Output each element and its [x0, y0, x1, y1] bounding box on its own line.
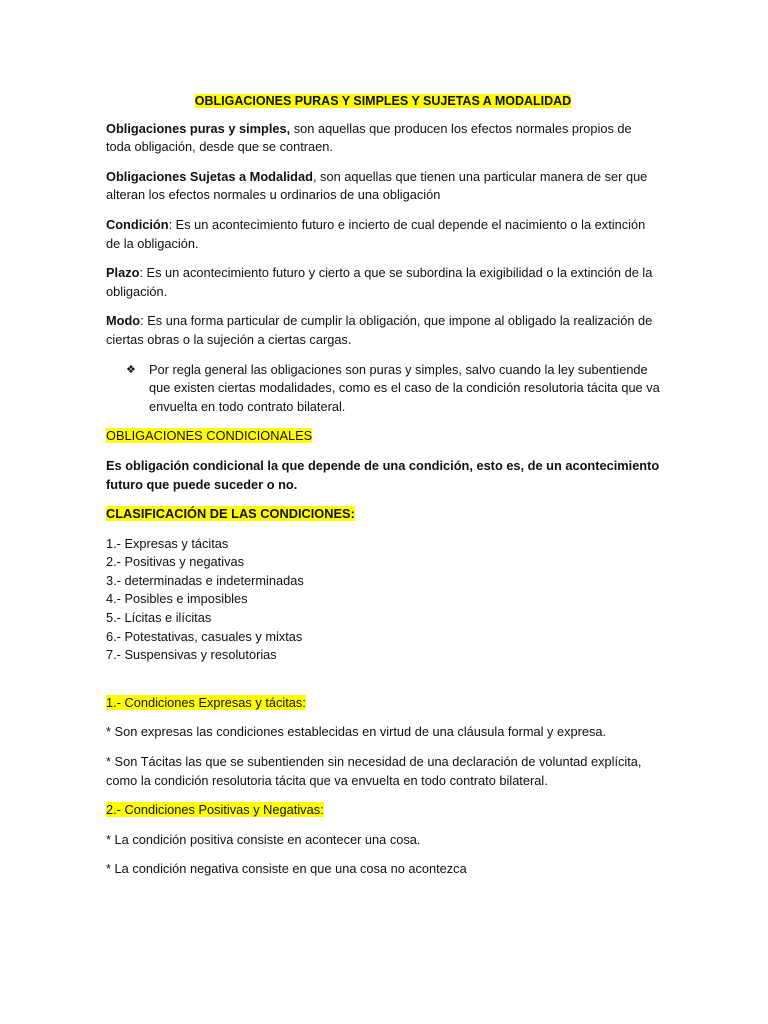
definition-plazo [106, 264, 660, 301]
heading-highlight: 2.- Condiciones Positivas y Negativas: [106, 802, 324, 818]
definition-puras-simples [106, 120, 660, 157]
section-heading-clasificacion [106, 505, 660, 524]
definition-text: son aquellas que producen los efectos normales propios de toda obligación, desde que se contraen. [106, 120, 632, 155]
list-item: 5.- Lícitas e ilícitas [106, 610, 212, 626]
tacitas-paragraph: * Son Tácitas las que se subentienden sin necesidad de una declaración de voluntad explícita, como la condición resolutoria tácita que va envuelta en todo contrato bilateral. [106, 754, 642, 788]
definition-text: , son aquellas que tienen una particular manera de ser que alteran los efectos normales u ordinarios de una obligación [106, 168, 648, 203]
definition-sujetas-modalidad [106, 168, 660, 205]
definition-term: Condición [106, 216, 169, 232]
definition-condicion [106, 216, 660, 253]
bullet-note [106, 361, 660, 417]
definition-term: Plazo [106, 265, 140, 281]
condicional-definition [106, 457, 660, 494]
section-heading-condicionales [106, 427, 660, 446]
blank-line [106, 676, 660, 694]
list-item: 7.- Suspensivas y resolutorias [106, 647, 277, 663]
list-item: 2.- Positivas y negativas [106, 554, 244, 570]
clasificacion-list [106, 535, 660, 665]
title-highlight: OBLIGACIONES PURAS Y SIMPLES Y SUJETAS A MODALIDAD [194, 94, 572, 108]
condicional-text: Es obligación condicional la que depende de una condición, esto es, de un acontecimiento futuro que puede suceder o no. [106, 457, 660, 492]
definition-modo [106, 312, 660, 349]
list-item: 1.- Expresas y tácitas [106, 535, 229, 551]
definition-text: : Es una forma particular de cumplir la obligación, que impone al obligado la realización de ciertas obras o la sujeción a ciertas cargas. [106, 313, 653, 347]
expresas-paragraph: * Son expresas las condiciones establecidas en virtud de una cláusula formal y expresa. [106, 724, 607, 740]
definition-text: : Es un acontecimiento futuro e incierto de cual depende el nacimiento o la extinción de la obligación. [106, 216, 646, 251]
definition-term: Obligaciones Sujetas a Modalidad [106, 168, 313, 184]
heading-highlight: 1.- Condiciones Expresas y tácitas: [106, 694, 306, 710]
list-item: 6.- Potestativas, casuales y mixtas [106, 628, 303, 644]
definition-term: Obligaciones puras y simples, [106, 120, 291, 136]
definition-term: Modo [106, 313, 141, 329]
heading-highlight: OBLIGACIONES CONDICIONALES [106, 428, 313, 444]
section-heading-expresas [106, 694, 660, 713]
bullet-text: Por regla general las obligaciones son puras y simples, salvo cuando la ley subentiende que existen ciertas modalidades, como es el caso de la condición resolutoria tácita que va envuelta en todo contrato bilateral. [149, 361, 660, 414]
list-item: 4.- Posibles e imposibles [106, 591, 248, 607]
section-heading-positivas [106, 801, 660, 820]
list-item: 3.- determinadas e indeterminadas [106, 572, 304, 588]
diamond-bullet-icon: ❖ [126, 362, 136, 376]
definition-text: : Es un acontecimiento futuro y cierto a que se subordina la exigibilidad o la extinción de la obligación. [106, 265, 653, 299]
document-title [106, 92, 660, 111]
negativa-paragraph: * La condición negativa consiste en que una cosa no acontezca [106, 861, 467, 877]
heading-highlight: CLASIFICACIÓN DE LAS CONDICIONES: [106, 506, 355, 522]
positiva-paragraph: * La condición positiva consiste en acontecer una cosa. [106, 831, 421, 847]
